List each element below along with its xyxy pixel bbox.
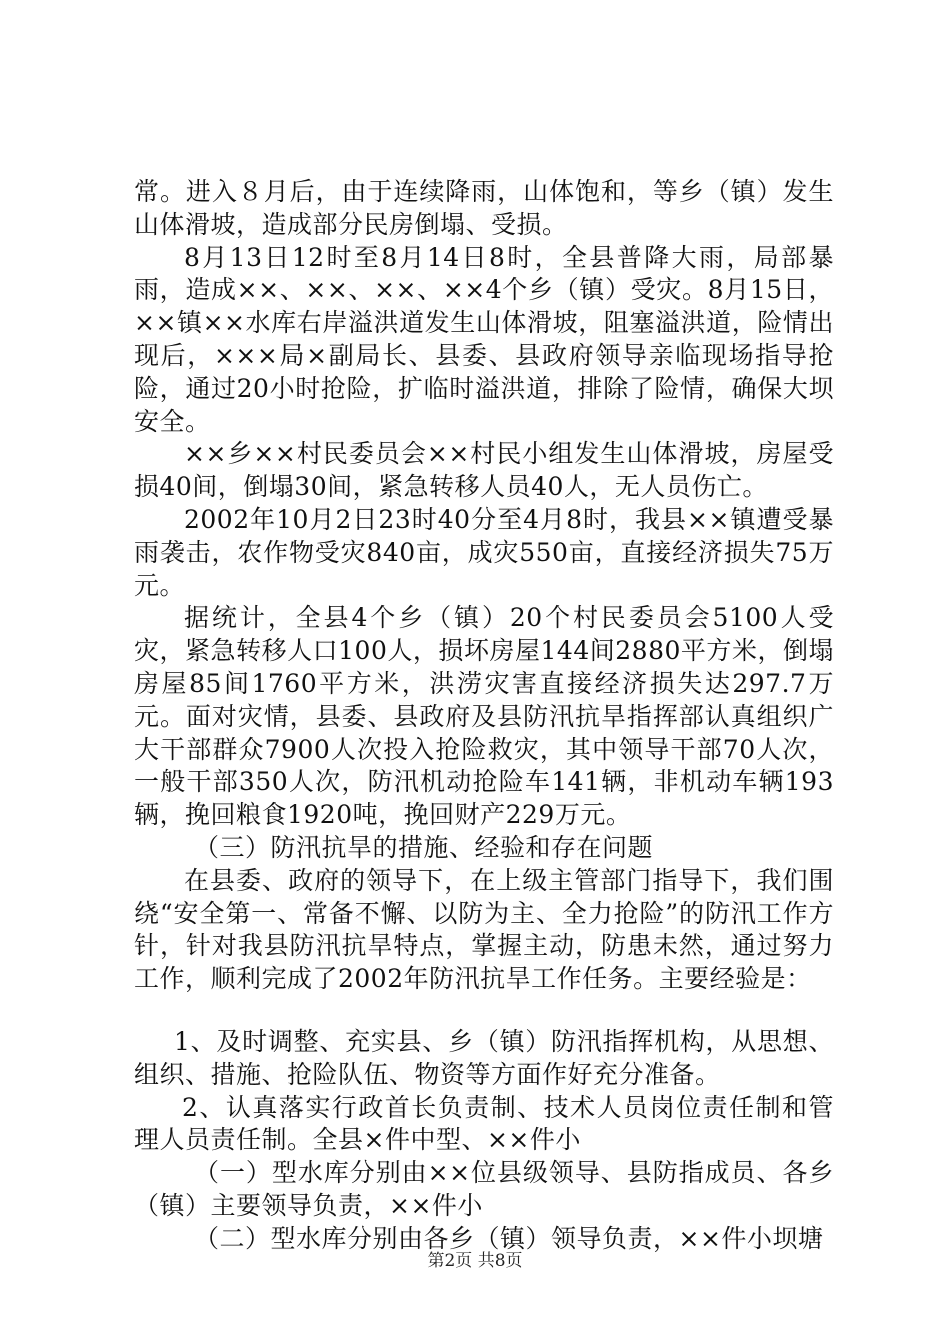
paragraph-landslide: ××乡××村民委员会××村民小组发生山体滑坡，房屋受损40间，倒塌30间，紧急转移人员40人，无人员伤亡。 [134, 439, 834, 502]
paragraph-statistics: 据统计，全县4个乡（镇）20个村民委员会5100人受灾，紧急转移人口100人，损坏房屋144间2880平方米，倒塌房屋85间1760平方米，洪涝灾害直接经济损失达297.7万元。面对灾情，县委、县政府及县防汛抗旱指挥部认真组织广大干部群众7900人次投入抢险救灾，其中领导干部70人次，一般干部350人次，防汛机动抢险车141辆，非机动车辆193辆，挽回粮食1920吨，挽回财产229万元。 [134, 603, 834, 830]
paragraph-experience: 在县委、政府的领导下，在上级主管部门指导下，我们围绕“安全第一、常备不懈、以防为主、全力抢险”的防汛工作方针，针对我县防汛抗旱特点，掌握主动，防患未然，通过努力工作，顺利完成了2002年防汛抗旱工作任务。主要经验是： [134, 865, 834, 994]
paragraph-oct-rainstorm: 2002年10月2日23时40分至4月8时，我县××镇遭受暴雨袭击，农作物受灾840亩，成灾550亩，直接经济损失75万元。 [134, 504, 834, 600]
list-item-2: 2、认真落实行政首长负责制、技术人员岗位责任制和管理人员责任制。全县×件中型、××件小 [134, 1092, 834, 1155]
paragraph-aug13-flood: 8月13日12时至8月14日8时，全县普降大雨，局部暴雨，造成××、××、××、××4个乡（镇）受灾。8月15日，××镇××水库右岸溢洪道发生山体滑坡，阻塞溢洪道，险情出现后，×××局×副局长、县委、县政府领导亲临现场指导抢险，通过20小时抢险，扩临时溢洪道，排除了险情，确保大坝安全。 [134, 242, 834, 436]
document-body [134, 176, 834, 1256]
paragraph-continuation: 常。进入８月后，由于连续降雨，山体饱和，等乡（镇）发生山体滑坡，造成部分民房倒塌、受损。 [134, 177, 834, 239]
section-heading-measures: （三）防汛抗旱的措施、经验和存在问题 [194, 832, 654, 862]
list-item-1: 1、及时调整、充实县、乡（镇）防汛指挥机构，从思想、组织、措施、抢险队伍、物资等方面作好充分准备。 [134, 1026, 834, 1089]
sub-item-1: （一）型水库分别由××位县级领导、县防指成员、各乡（镇）主要领导负责，××件小 [134, 1158, 834, 1220]
sub-item-2: （二）型水库分别由各乡（镇）领导负责，××件小坝塘 [194, 1223, 824, 1253]
page-footer: 第2页 共8页 [427, 1251, 523, 1271]
